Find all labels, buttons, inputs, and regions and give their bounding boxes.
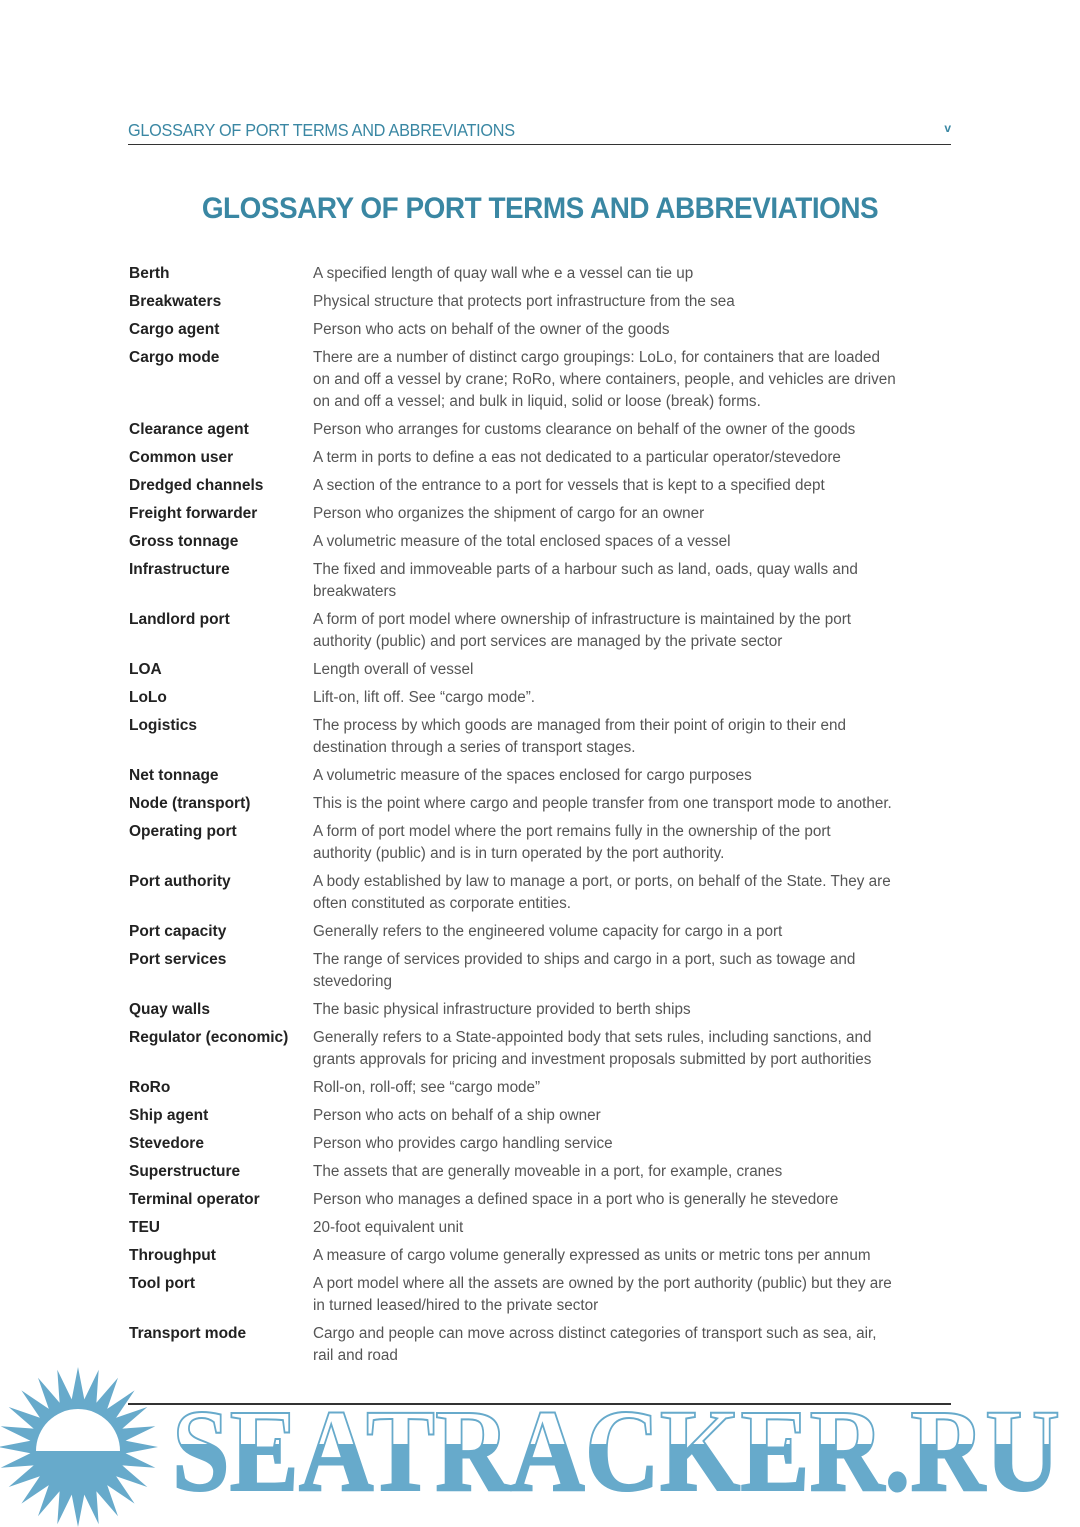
- glossary-term: Berth: [129, 265, 170, 282]
- glossary-definition: [313, 765, 758, 787]
- glossary-entry: [129, 1105, 959, 1133]
- glossary-definition: [313, 291, 741, 313]
- glossary-definition: [313, 1323, 885, 1367]
- glossary-definition: [313, 263, 699, 285]
- glossary-definition: [313, 1027, 880, 1071]
- definition-line: Person who manages a defined space in a port who is generally he stevedore: [313, 1191, 839, 1208]
- definition-line: There are a number of distinct cargo groupings: LoLo, for containers that are loaded: [313, 349, 880, 366]
- definition-line: The fixed and immoveable parts of a harbour such as land, oads, quay walls and: [313, 561, 858, 578]
- definition-line: Person who organizes the shipment of cargo for an owner: [313, 505, 705, 522]
- glossary-term: Gross tonnage: [129, 533, 239, 550]
- glossary-entry: [129, 559, 959, 609]
- glossary-term: Ship agent: [129, 1107, 209, 1124]
- definition-line: A port model where all the assets are owned by the port authority (public) but they are: [313, 1275, 892, 1292]
- definition-line: on and off a vessel by crane; RoRo, where containers, people, and vehicles are driven: [313, 371, 896, 388]
- glossary-entry: [129, 871, 959, 921]
- glossary-definition: [313, 1189, 846, 1211]
- glossary-term: Net tonnage: [129, 767, 219, 784]
- glossary-term: Node (transport): [129, 795, 251, 812]
- definition-line: rail and road: [313, 1347, 398, 1364]
- definition-line: Person who acts on behalf of a ship owner: [313, 1107, 601, 1124]
- definition-line: A form of port model where ownership of infrastructure is maintained by the port: [313, 611, 852, 628]
- glossary-entry: [129, 609, 959, 659]
- glossary-definition: [313, 347, 905, 413]
- definition-line: Length overall of vessel: [313, 661, 474, 678]
- glossary-definition: [313, 821, 839, 865]
- glossary-entry: [129, 765, 959, 793]
- sun-icon: [0, 1367, 158, 1527]
- glossary-term: Transport mode: [129, 1325, 247, 1342]
- glossary-term: Breakwaters: [129, 293, 222, 310]
- glossary-entry: [129, 999, 959, 1027]
- definition-line: A form of port model where the port remains fully in the ownership of the port: [313, 823, 831, 840]
- definition-line: Generally refers to a State-appointed body that sets rules, including sanctions, and: [313, 1029, 872, 1046]
- definition-line: A volumetric measure of the total enclosed spaces of a vessel: [313, 533, 731, 550]
- glossary-term: Infrastructure: [129, 561, 230, 578]
- page-number: v: [944, 121, 951, 135]
- glossary-definition: [313, 715, 854, 759]
- glossary-entry: [129, 1133, 959, 1161]
- glossary-list: [129, 263, 959, 1373]
- glossary-term: Terminal operator: [129, 1191, 260, 1208]
- glossary-term: Port authority: [129, 873, 231, 890]
- glossary-entry: [129, 475, 959, 503]
- definition-line: authority (public) and port services are managed by the private sector: [313, 633, 783, 650]
- definition-line: stevedoring: [313, 973, 392, 990]
- definition-line: The assets that are generally moveable in a port, for example, cranes: [313, 1163, 783, 1180]
- glossary-definition: [313, 1077, 544, 1099]
- glossary-definition: [313, 949, 864, 993]
- glossary-entry: [129, 687, 959, 715]
- glossary-entry: [129, 949, 959, 999]
- glossary-entry: [129, 291, 959, 319]
- glossary-entry: [129, 503, 959, 531]
- definition-line: often constituted as corporate entities.: [313, 895, 572, 912]
- glossary-term: Port services: [129, 951, 227, 968]
- glossary-entry: [129, 263, 959, 291]
- glossary-term: RoRo: [129, 1079, 171, 1096]
- glossary-term: Clearance agent: [129, 421, 249, 438]
- definition-line: A volumetric measure of the spaces enclosed for cargo purposes: [313, 767, 752, 784]
- glossary-entry: [129, 793, 959, 821]
- glossary-entry: [129, 1027, 959, 1077]
- glossary-definition: [313, 559, 866, 603]
- glossary-entry: [129, 1217, 959, 1245]
- glossary-entry: [129, 921, 959, 949]
- glossary-term: TEU: [129, 1219, 160, 1236]
- glossary-definition: [313, 503, 710, 525]
- definition-line: A body established by law to manage a port, or ports, on behalf of the State. They are: [313, 873, 891, 890]
- glossary-term: Quay walls: [129, 1001, 210, 1018]
- glossary-term: Logistics: [129, 717, 198, 734]
- glossary-definition: [313, 1273, 901, 1317]
- running-title: GLOSSARY OF PORT TERMS AND ABBREVIATIONS: [128, 120, 515, 140]
- glossary-definition: [313, 319, 675, 341]
- glossary-term: Common user: [129, 449, 234, 466]
- glossary-definition: [313, 1161, 789, 1183]
- glossary-entry: [129, 715, 959, 765]
- glossary-term: LOA: [129, 661, 162, 678]
- glossary-definition: [313, 531, 737, 553]
- definition-line: 20-foot equivalent unit: [313, 1219, 464, 1236]
- definition-line: A specified length of quay wall whe e a vessel can tie up: [313, 265, 694, 282]
- definition-line: A term in ports to define a eas not dedicated to a particular operator/stevedore: [313, 449, 841, 466]
- glossary-term: Tool port: [129, 1275, 195, 1292]
- glossary-definition: [313, 419, 864, 441]
- glossary-entry: [129, 1189, 959, 1217]
- definition-line: The range of services provided to ships and cargo in a port, such as towage and: [313, 951, 856, 968]
- glossary-term: LoLo: [129, 689, 167, 706]
- glossary-term: Throughput: [129, 1247, 216, 1264]
- glossary-definition: [313, 659, 476, 681]
- glossary-entry: [129, 1161, 959, 1189]
- definition-line: breakwaters: [313, 583, 397, 600]
- glossary-term: Cargo agent: [129, 321, 220, 338]
- glossary-entry: [129, 659, 959, 687]
- definition-line: The process by which goods are managed from their point of origin to their end: [313, 717, 846, 734]
- glossary-entry: [129, 1273, 959, 1323]
- watermark-text: SEATRACKER.RU: [172, 1385, 1060, 1516]
- definition-line: Physical structure that protects port infrastructure from the sea: [313, 293, 735, 310]
- definition-line: in turned leased/hired to the private sector: [313, 1297, 599, 1314]
- definition-line: authority (public) and is in turn operated by the port authority.: [313, 845, 725, 862]
- glossary-term: Stevedore: [129, 1135, 204, 1152]
- definition-line: Roll-on, roll-off; see “cargo mode”: [313, 1079, 541, 1096]
- glossary-term: Port capacity: [129, 923, 227, 940]
- page-title: GLOSSARY OF PORT TERMS AND ABBREVIATIONS: [201, 192, 879, 225]
- definition-line: A section of the entrance to a port for vessels that is kept to a specified dept: [313, 477, 825, 494]
- glossary-entry: [129, 821, 959, 871]
- glossary-definition: [313, 1105, 605, 1127]
- definition-line: The basic physical infrastructure provided to berth ships: [313, 1001, 691, 1018]
- glossary-definition: [313, 609, 859, 653]
- definition-line: Generally refers to the engineered volume capacity for cargo in a port: [313, 923, 783, 940]
- seatracker-watermark-logo: [0, 1365, 1080, 1527]
- glossary-definition: [313, 871, 900, 915]
- glossary-entry: [129, 347, 959, 419]
- definition-line: This is the point where cargo and people transfer from one transport mode to another.: [313, 795, 892, 812]
- glossary-definition: [313, 1245, 879, 1267]
- definition-line: destination through a series of transport stages.: [313, 739, 636, 756]
- glossary-entry: [129, 319, 959, 347]
- definition-line: Person who provides cargo handling service: [313, 1135, 613, 1152]
- glossary-definition: [313, 475, 833, 497]
- glossary-definition: [313, 793, 901, 815]
- glossary-term: Cargo mode: [129, 349, 220, 366]
- glossary-definition: [313, 921, 789, 943]
- glossary-entry: [129, 447, 959, 475]
- glossary-definition: [313, 999, 696, 1021]
- definition-line: Person who acts on behalf of the owner of the goods: [313, 321, 670, 338]
- glossary-definition: [313, 1217, 466, 1239]
- glossary-definition: [313, 1133, 617, 1155]
- definition-line: on and off a vessel; and bulk in liquid, solid or loose (break) forms.: [313, 393, 761, 410]
- glossary-definition: [313, 687, 538, 709]
- definition-line: Person who arranges for customs clearance on behalf of the owner of the goods: [313, 421, 856, 438]
- glossary-definition: [313, 447, 849, 469]
- glossary-entry: [129, 531, 959, 559]
- definition-line: Lift-on, lift off. See “cargo mode”.: [313, 689, 536, 706]
- glossary-term: Freight forwarder: [129, 505, 258, 522]
- glossary-entry: [129, 419, 959, 447]
- glossary-entry: [129, 1077, 959, 1105]
- glossary-term: Regulator (economic): [129, 1029, 289, 1046]
- glossary-term: Superstructure: [129, 1163, 241, 1180]
- definition-line: Cargo and people can move across distinct categories of transport such as sea, air,: [313, 1325, 877, 1342]
- glossary-entry: [129, 1245, 959, 1273]
- definition-line: A measure of cargo volume generally expressed as units or metric tons per annum: [313, 1247, 871, 1264]
- glossary-term: Operating port: [129, 823, 237, 840]
- glossary-term: Landlord port: [129, 611, 230, 628]
- definition-line: grants approvals for pricing and investment proposals submitted by port authorities: [313, 1051, 872, 1068]
- running-header: [128, 118, 951, 145]
- glossary-term: Dredged channels: [129, 477, 264, 494]
